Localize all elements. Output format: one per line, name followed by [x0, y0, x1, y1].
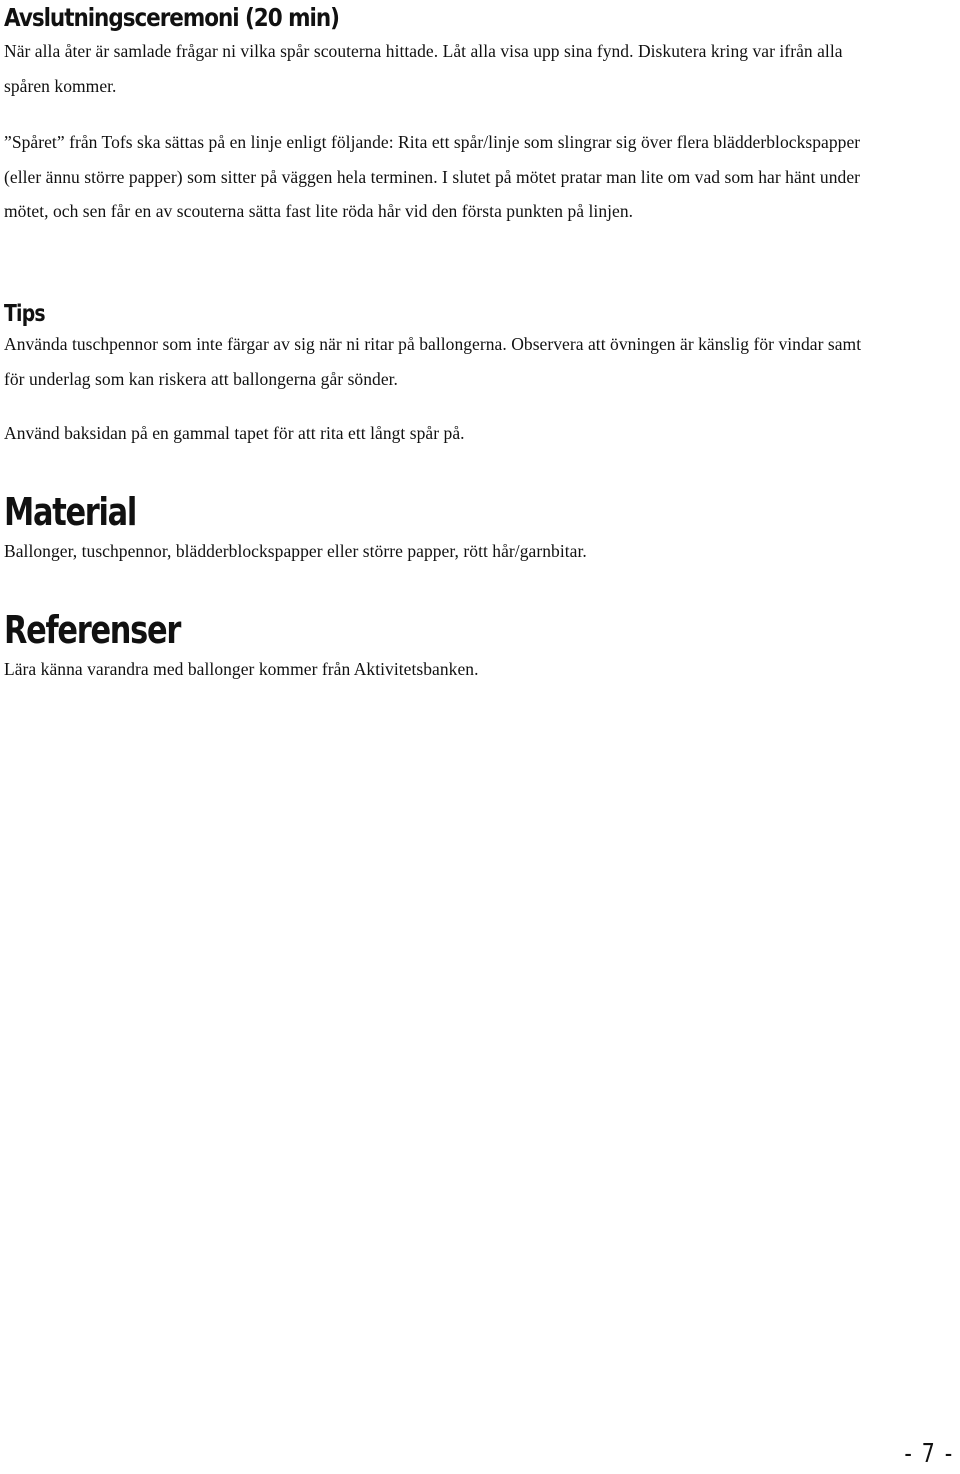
references-text: Lära känna varandra med ballonger kommer från Aktivitetsbanken.: [4, 659, 479, 679]
references-heading: Referenser: [4, 608, 181, 652]
closing-heading: Avslutningsceremoni (20 min): [4, 3, 339, 32]
tips-paragraph-2: Använd baksidan på en gammal tapet för att rita ett långt spår på.: [4, 423, 465, 443]
tips-heading: Tips: [4, 301, 45, 327]
closing-paragraph-2: ”Spåret” från Tofs ska sättas på en linje enligt följande: Rita ett spår/linje som slingrar sig över flera blädderblockspapper (eller ännu större papper) som sitter på väggen hela terminen. I slutet på mötet pratar man lite om vad som har hänt under mötet, och sen får en av scouterna sätta fast lite röda hår vid den första punkten på linjen.: [4, 132, 861, 221]
material-text: Ballonger, tuschpennor, blädderblockspapper eller större papper, rött hår/garnbitar.: [4, 541, 587, 561]
page-number: - 7 -: [904, 1439, 954, 1469]
material-heading: Material: [4, 490, 137, 534]
closing-paragraph-1: När alla åter är samlade frågar ni vilka spår scouterna hittade. Låt alla visa upp sina fynd. Diskutera kring var ifrån alla spåren kommer.: [4, 41, 843, 96]
tips-paragraph-1: Använda tuschpennor som inte färgar av sig när ni ritar på ballongerna. Observera att övningen är känslig för vindar samt för underlag som kan riskera att ballongerna går sönder.: [4, 334, 862, 389]
